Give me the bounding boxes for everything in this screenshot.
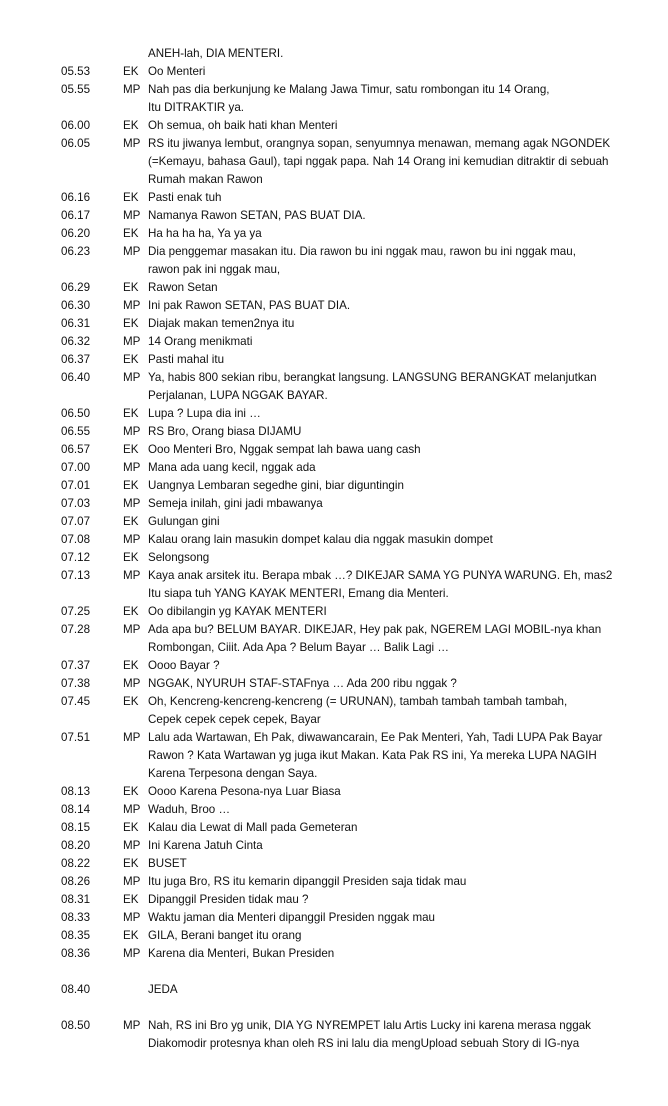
transcript-row <box>0 81 668 117</box>
speaker-code: MP <box>123 731 141 744</box>
timestamp: 07.28 <box>61 623 91 636</box>
timestamp: 06.16 <box>61 191 91 204</box>
timestamp: 07.12 <box>61 551 91 564</box>
timestamp: 08.26 <box>61 875 91 888</box>
utterance <box>148 297 618 315</box>
speaker-code: MP <box>123 299 141 312</box>
utterance <box>148 675 618 693</box>
utterance-line: BUSET <box>148 857 187 870</box>
timestamp: 08.22 <box>61 857 91 870</box>
timestamp: 08.50 <box>61 1019 91 1032</box>
timestamp: 06.05 <box>61 137 91 150</box>
speaker-code: MP <box>123 533 141 546</box>
transcript-row <box>0 945 668 963</box>
utterance-line: Semeja inilah, gini jadi mbawanya <box>148 497 323 510</box>
transcript-row <box>0 693 668 729</box>
timestamp: 07.37 <box>61 659 91 672</box>
utterance-line: Oh, Kencreng-kencreng-kencreng (= URUNAN), tambah tambah tambah tambah, <box>148 695 568 708</box>
utterance <box>148 855 618 873</box>
timestamp: 07.25 <box>61 605 91 618</box>
speaker-code: MP <box>123 425 141 438</box>
utterance-line: Nah pas dia berkunjung ke Malang Jawa Timur, satu rombongan itu 14 Orang, <box>148 83 550 96</box>
utterance <box>148 45 618 63</box>
transcript-row <box>0 927 668 945</box>
utterance-line: rawon pak ini nggak mau, <box>148 263 281 276</box>
utterance-line: Kaya anak arsitek itu. Berapa mbak …? DIKEJAR SAMA YG PUNYA WARUNG. Eh, mas2 <box>148 569 613 582</box>
speaker-code: MP <box>123 875 141 888</box>
utterance-line: GILA, Berani banget itu orang <box>148 929 302 942</box>
speaker-code: EK <box>123 821 139 834</box>
timestamp: 06.57 <box>61 443 91 456</box>
utterance-line: Diajak makan temen2nya itu <box>148 317 295 330</box>
utterance <box>148 873 618 891</box>
speaker-code: EK <box>123 605 139 618</box>
utterance-line: Rawon ? Kata Wartawan yg juga ikut Makan. Kata Pak RS ini, Ya mereka LUPA NAGIH <box>148 749 597 762</box>
utterance <box>148 81 618 117</box>
speaker-code: MP <box>123 137 141 150</box>
utterance-line: Cepek cepek cepek cepek, Bayar <box>148 713 321 726</box>
transcript-row <box>0 549 668 567</box>
transcript-row <box>0 783 668 801</box>
utterance <box>148 369 618 405</box>
utterance <box>148 783 618 801</box>
timestamp: 06.20 <box>61 227 91 240</box>
speaker-code: EK <box>123 281 139 294</box>
utterance <box>148 207 618 225</box>
utterance <box>148 1017 618 1053</box>
speaker-code: EK <box>123 857 139 870</box>
utterance-line: Lalu ada Wartawan, Eh Pak, diwawancarain, Ee Pak Menteri, Yah, Tadi LUPA Pak Bayar <box>148 731 603 744</box>
utterance-line: Ini pak Rawon SETAN, PAS BUAT DIA. <box>148 299 351 312</box>
speaker-code: MP <box>123 677 141 690</box>
timestamp: 07.45 <box>61 695 91 708</box>
speaker-code: MP <box>123 839 141 852</box>
utterance-line: Ini Karena Jatuh Cinta <box>148 839 263 852</box>
speaker-code: EK <box>123 893 139 906</box>
transcript-row <box>0 243 668 279</box>
utterance-line: Namanya Rawon SETAN, PAS BUAT DIA. <box>148 209 366 222</box>
transcript-row <box>0 405 668 423</box>
transcript-row <box>0 45 668 63</box>
utterance-line: ANEH-lah, DIA MENTERI. <box>148 47 284 60</box>
transcript-row <box>0 1017 668 1053</box>
timestamp: 06.31 <box>61 317 91 330</box>
utterance-line: Oo Menteri <box>148 65 206 78</box>
timestamp: 06.40 <box>61 371 91 384</box>
utterance-line: Rumah makan Rawon <box>148 173 263 186</box>
timestamp: 08.35 <box>61 929 91 942</box>
utterance-line: Oh semua, oh baik hati khan Menteri <box>148 119 338 132</box>
timestamp: 06.32 <box>61 335 91 348</box>
utterance-line: 14 Orang menikmati <box>148 335 253 348</box>
utterance-line: Ha ha ha ha, Ya ya ya <box>148 227 262 240</box>
utterance <box>148 315 618 333</box>
transcript-row <box>0 351 668 369</box>
transcript-row <box>0 873 668 891</box>
speaker-code: MP <box>123 947 141 960</box>
transcript-row <box>0 423 668 441</box>
utterance-line: Dia penggemar masakan itu. Dia rawon bu ini nggak mau, rawon bu ini nggak mau, <box>148 245 576 258</box>
timestamp: 07.38 <box>61 677 91 690</box>
transcript-row <box>0 909 668 927</box>
utterance-line: Gulungan gini <box>148 515 220 528</box>
speaker-code: MP <box>123 209 141 222</box>
utterance-line: Perjalanan, LUPA NGGAK BAYAR. <box>148 389 328 402</box>
utterance-line: Karena Terpesona dengan Saya. <box>148 767 318 780</box>
utterance-line: Pasti enak tuh <box>148 191 222 204</box>
utterance-line: NGGAK, NYURUH STAF-STAFnya … Ada 200 ribu nggak ? <box>148 677 457 690</box>
transcript-row <box>0 459 668 477</box>
transcript-row <box>0 495 668 513</box>
timestamp: 07.01 <box>61 479 91 492</box>
transcript-row <box>0 855 668 873</box>
utterance-line: Oooo Bayar ? <box>148 659 220 672</box>
speaker-code: EK <box>123 407 139 420</box>
utterance-line: Rawon Setan <box>148 281 218 294</box>
transcript-row <box>0 567 668 603</box>
utterance <box>148 135 618 189</box>
transcript-row <box>0 297 668 315</box>
section-gap <box>0 963 668 981</box>
speaker-code: EK <box>123 785 139 798</box>
timestamp: 07.08 <box>61 533 91 546</box>
timestamp: 06.29 <box>61 281 91 294</box>
timestamp: 06.00 <box>61 119 91 132</box>
speaker-code: MP <box>123 803 141 816</box>
timestamp: 06.23 <box>61 245 91 258</box>
utterance <box>148 477 618 495</box>
utterance <box>148 495 618 513</box>
timestamp: 07.00 <box>61 461 91 474</box>
transcript-row <box>0 315 668 333</box>
speaker-code: EK <box>123 443 139 456</box>
utterance <box>148 351 618 369</box>
utterance <box>148 927 618 945</box>
timestamp: 06.30 <box>61 299 91 312</box>
speaker-code: MP <box>123 497 141 510</box>
section-gap <box>0 999 668 1017</box>
utterance <box>148 189 618 207</box>
transcript-row <box>0 891 668 909</box>
utterance <box>148 729 618 783</box>
timestamp: 08.40 <box>61 983 91 996</box>
transcript-row <box>0 513 668 531</box>
speaker-code: MP <box>123 461 141 474</box>
utterance <box>148 63 618 81</box>
transcript-row <box>0 207 668 225</box>
transcript-row <box>0 981 668 999</box>
utterance <box>148 279 618 297</box>
utterance-line: Kalau dia Lewat di Mall pada Gemeteran <box>148 821 358 834</box>
transcript-row <box>0 531 668 549</box>
speaker-code: EK <box>123 695 139 708</box>
utterance <box>148 657 618 675</box>
speaker-code: MP <box>123 623 141 636</box>
speaker-code: MP <box>123 569 141 582</box>
utterance <box>148 117 618 135</box>
speaker-code: EK <box>123 551 139 564</box>
transcript-row <box>0 117 668 135</box>
speaker-code: MP <box>123 1019 141 1032</box>
utterance-line: RS Bro, Orang biasa DIJAMU <box>148 425 302 438</box>
utterance <box>148 837 618 855</box>
utterance-line: Ada apa bu? BELUM BAYAR. DIKEJAR, Hey pak pak, NGEREM LAGI MOBIL-nya khan <box>148 623 602 636</box>
timestamp: 08.33 <box>61 911 91 924</box>
utterance <box>148 405 618 423</box>
timestamp: 06.50 <box>61 407 91 420</box>
timestamp: 06.17 <box>61 209 91 222</box>
speaker-code: MP <box>123 911 141 924</box>
transcript-row <box>0 837 668 855</box>
transcript-row <box>0 225 668 243</box>
utterance <box>148 567 618 603</box>
utterance <box>148 531 618 549</box>
timestamp: 08.15 <box>61 821 91 834</box>
utterance-line: Dipanggil Presiden tidak mau ? <box>148 893 309 906</box>
utterance-line: Mana ada uang kecil, nggak ada <box>148 461 316 474</box>
speaker-code: MP <box>123 371 141 384</box>
speaker-code: EK <box>123 191 139 204</box>
timestamp: 06.55 <box>61 425 91 438</box>
transcript-row <box>0 369 668 405</box>
timestamp: 08.20 <box>61 839 91 852</box>
utterance-line: Oo dibilangin yg KAYAK MENTERI <box>148 605 327 618</box>
utterance-line: (=Kemayu, bahasa Gaul), tapi nggak papa. Nah 14 Orang ini kemudian ditraktir di sebuah <box>148 155 609 168</box>
utterance <box>148 621 618 657</box>
utterance-line: JEDA <box>148 983 178 996</box>
utterance-line: Selongsong <box>148 551 210 564</box>
utterance <box>148 891 618 909</box>
timestamp: 05.55 <box>61 83 91 96</box>
speaker-code: MP <box>123 83 141 96</box>
speaker-code: MP <box>123 335 141 348</box>
utterance <box>148 819 618 837</box>
utterance <box>148 243 618 279</box>
utterance-line: Waduh, Broo … <box>148 803 231 816</box>
speaker-code: EK <box>123 659 139 672</box>
utterance <box>148 225 618 243</box>
transcript-row <box>0 477 668 495</box>
utterance-line: Itu siapa tuh YANG KAYAK MENTERI, Emang dia Menteri. <box>148 587 449 600</box>
utterance <box>148 693 618 729</box>
timestamp: 06.37 <box>61 353 91 366</box>
utterance <box>148 549 618 567</box>
utterance-line: Uangnya Lembaran segedhe gini, biar diguntingin <box>148 479 404 492</box>
timestamp: 07.51 <box>61 731 91 744</box>
timestamp: 08.13 <box>61 785 91 798</box>
speaker-code: EK <box>123 227 139 240</box>
speaker-code: EK <box>123 65 139 78</box>
transcript-row <box>0 63 668 81</box>
utterance <box>148 459 618 477</box>
transcript-row <box>0 135 668 189</box>
utterance-line: Karena dia Menteri, Bukan Presiden <box>148 947 335 960</box>
transcript-row <box>0 279 668 297</box>
timestamp: 08.14 <box>61 803 91 816</box>
utterance-line: Pasti mahal itu <box>148 353 225 366</box>
transcript-row <box>0 819 668 837</box>
timestamp: 07.07 <box>61 515 91 528</box>
utterance <box>148 441 618 459</box>
timestamp: 08.36 <box>61 947 91 960</box>
utterance-line: Ya, habis 800 sekian ribu, berangkat langsung. LANGSUNG BERANGKAT melanjutkan <box>148 371 597 384</box>
utterance-line: Lupa ? Lupa dia ini … <box>148 407 261 420</box>
utterance-line: Itu juga Bro, RS itu kemarin dipanggil Presiden saja tidak mau <box>148 875 467 888</box>
utterance-line: RS itu jiwanya lembut, orangnya sopan, senyumnya menawan, memang agak NGONDEK <box>148 137 611 150</box>
utterance <box>148 981 618 999</box>
utterance-line: Ooo Menteri Bro, Nggak sempat lah bawa uang cash <box>148 443 421 456</box>
utterance <box>148 909 618 927</box>
utterance <box>148 513 618 531</box>
speaker-code: EK <box>123 479 139 492</box>
timestamp: 08.31 <box>61 893 91 906</box>
speaker-code: EK <box>123 515 139 528</box>
utterance-line: Kalau orang lain masukin dompet kalau dia nggak masukin dompet <box>148 533 493 546</box>
speaker-code: EK <box>123 119 139 132</box>
utterance-line: Waktu jaman dia Menteri dipanggil Presiden nggak mau <box>148 911 435 924</box>
utterance <box>148 603 618 621</box>
speaker-code: EK <box>123 317 139 330</box>
utterance-line: Nah, RS ini Bro yg unik, DIA YG NYREMPET lalu Artis Lucky ini karena merasa nggak <box>148 1019 591 1032</box>
speaker-code: EK <box>123 353 139 366</box>
utterance <box>148 333 618 351</box>
speaker-code: MP <box>123 245 141 258</box>
timestamp: 07.03 <box>61 497 91 510</box>
speaker-code: EK <box>123 929 139 942</box>
transcript-row <box>0 441 668 459</box>
transcript-row <box>0 729 668 783</box>
transcript-row <box>0 621 668 657</box>
transcript-row <box>0 603 668 621</box>
transcript-row <box>0 189 668 207</box>
timestamp: 07.13 <box>61 569 91 582</box>
utterance <box>148 945 618 963</box>
transcript-row <box>0 675 668 693</box>
transcript-row <box>0 801 668 819</box>
utterance-line: Oooo Karena Pesona-nya Luar Biasa <box>148 785 341 798</box>
utterance <box>148 423 618 441</box>
utterance-line: Rombongan, Ciiit. Ada Apa ? Belum Bayar … Balik Lagi … <box>148 641 449 654</box>
utterance-line: Itu DITRAKTIR ya. <box>148 101 244 114</box>
utterance <box>148 801 618 819</box>
utterance-line: Diakomodir protesnya khan oleh RS ini lalu dia mengUpload sebuah Story di IG-nya <box>148 1037 580 1050</box>
transcript-row <box>0 657 668 675</box>
transcript-row <box>0 333 668 351</box>
timestamp: 05.53 <box>61 65 91 78</box>
